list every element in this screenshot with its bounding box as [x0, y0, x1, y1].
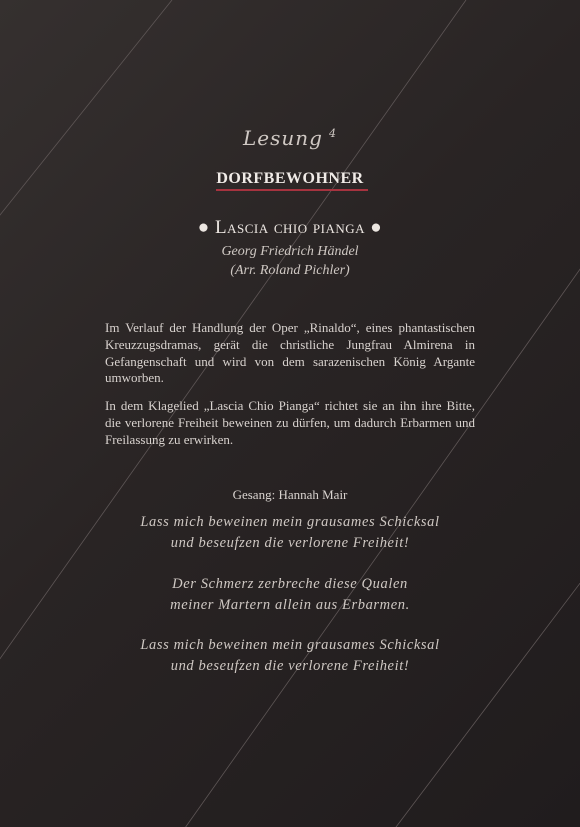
lyric-line: meiner Martern allein aus Erbarmen. [170, 597, 410, 613]
diagonal-line [0, 0, 172, 225]
arranger: (Arr. Roland Pichler) [230, 263, 350, 278]
lyric-line: und beseufzen die verlorene Freiheit! [170, 658, 410, 674]
lyric-line: Der Schmerz zerbreche diese Qualen [172, 576, 408, 592]
piece-title: ● Lascia chio pianga ● [197, 217, 383, 238]
lyric-stanza-2 [0, 574, 580, 616]
lyric-stanza-1 [0, 512, 580, 554]
singer-credit: Gesang: Hannah Mair [232, 487, 348, 502]
description-paragraph-2: In dem Klagelied „Lascia Chio Pianga“ richtet sie an ihn ihre Bitte, die verlorene Freiheit beweinen zu dürfen, um dadurch Erbarmen und Freilassung zu erwirken. [105, 398, 475, 447]
description-paragraph-1: Im Verlauf der Handlung der Oper „Rinaldo“, eines phantastischen Kreuzzugsdramas, gerät die christliche Jungfrau Almirena in Gefangenschaft und wird von dem sarazenischen König Argante umworben. [105, 320, 475, 386]
script-heading [0, 126, 580, 150]
lyric-stanza-3 [0, 635, 580, 677]
script-number: 4 [328, 127, 337, 140]
brand-underline [216, 189, 368, 191]
composer: Georg Friedrich Händel [221, 244, 359, 259]
lyric-line: Lass mich beweinen mein grausames Schicksal [140, 637, 440, 653]
brand-title: DORFBEWOHNER [216, 170, 364, 187]
lyric-line: Lass mich beweinen mein grausames Schicksal [140, 514, 440, 530]
lyric-line: und beseufzen die verlorene Freiheit! [170, 535, 410, 551]
script-title: Lesung [243, 126, 323, 150]
